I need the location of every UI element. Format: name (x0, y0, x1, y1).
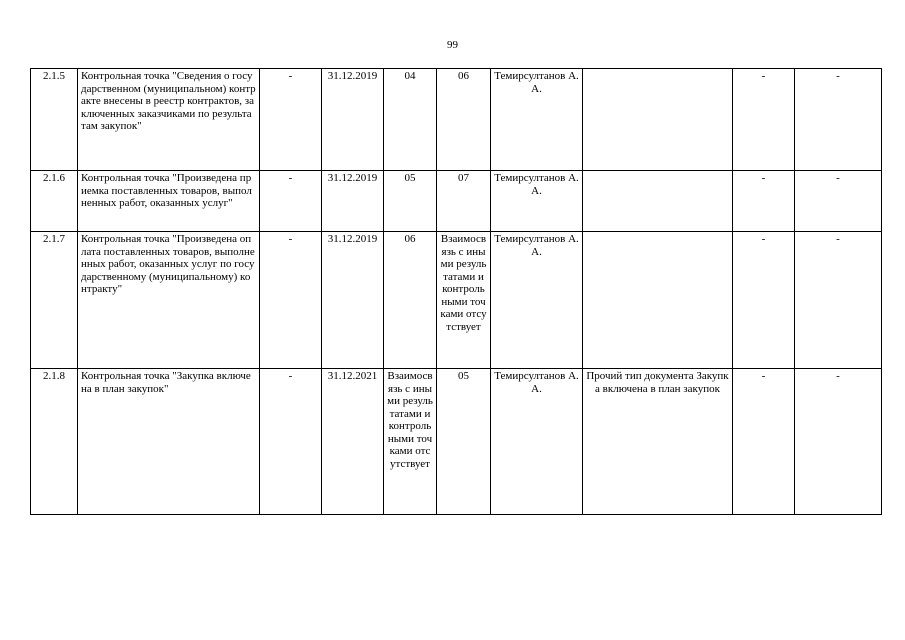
successor-cell: 07 (437, 171, 491, 232)
successor-cell: 06 (437, 69, 491, 171)
cell-dash: - (795, 369, 882, 515)
successor-cell: 05 (437, 369, 491, 515)
row-number: 2.1.5 (31, 69, 78, 171)
responsible-person: Темирсултанов А.А. (491, 369, 583, 515)
successor-cell: Взаимосвязь с иными результатами и контрольными точками отсутствует (437, 232, 491, 369)
cell-dash: - (260, 369, 322, 515)
cell-dash: - (260, 69, 322, 171)
cell-dash: - (795, 171, 882, 232)
document-type (583, 69, 733, 171)
cell-dash: - (733, 69, 795, 171)
table-row (31, 69, 882, 171)
predecessor-cell: 05 (384, 171, 437, 232)
control-points-table (30, 68, 882, 515)
row-number: 2.1.8 (31, 369, 78, 515)
cell-dash: - (795, 232, 882, 369)
control-point-name: Контрольная точка "Закупка включена в план закупок" (78, 369, 260, 515)
cell-dash: - (260, 232, 322, 369)
document-type (583, 171, 733, 232)
row-number: 2.1.7 (31, 232, 78, 369)
responsible-person: Темирсултанов А.А. (491, 171, 583, 232)
control-point-name-cell (78, 171, 260, 232)
row-number: 2.1.6 (31, 171, 78, 232)
document-type: Прочий тип документа Закупка включена в план закупок (583, 369, 733, 515)
document-type (583, 232, 733, 369)
page-number: 99 (447, 39, 458, 51)
table-row (31, 232, 882, 369)
table-row (31, 369, 882, 515)
deadline-date: 31.12.2019 (322, 69, 384, 171)
deadline-date: 31.12.2021 (322, 369, 384, 515)
responsible-person: Темирсултанов А.А. (491, 232, 583, 369)
cell-dash: - (733, 171, 795, 232)
control-point-name: Контрольная точка "Произведена приемка поставленных товаров, выполненных работ, оказанных услуг" (81, 172, 252, 209)
deadline-date: 31.12.2019 (322, 232, 384, 369)
predecessor-cell: 06 (384, 232, 437, 369)
control-point-name: Контрольная точка "Сведения о государственном (муниципальном) контракте внесены в реестр контрактов, заключенных заказчиками по результатам закупок" (78, 69, 260, 171)
cell-dash: - (733, 369, 795, 515)
control-point-name: Контрольная точка "Произведена оплата поставленных товаров, выполненных работ, оказанных услуг по государственному (муниципальному) контракту" (78, 232, 260, 369)
cell-dash: - (260, 171, 322, 232)
predecessor-cell: Взаимосвязь с иными результатами и контрольными точками отсутствует (384, 369, 437, 515)
cell-dash: - (795, 69, 882, 171)
predecessor-cell: 04 (384, 69, 437, 171)
cell-dash: - (733, 232, 795, 369)
responsible-person: Темирсултанов А.А. (491, 69, 583, 171)
deadline-date: 31.12.2019 (322, 171, 384, 232)
table-row (31, 171, 882, 232)
